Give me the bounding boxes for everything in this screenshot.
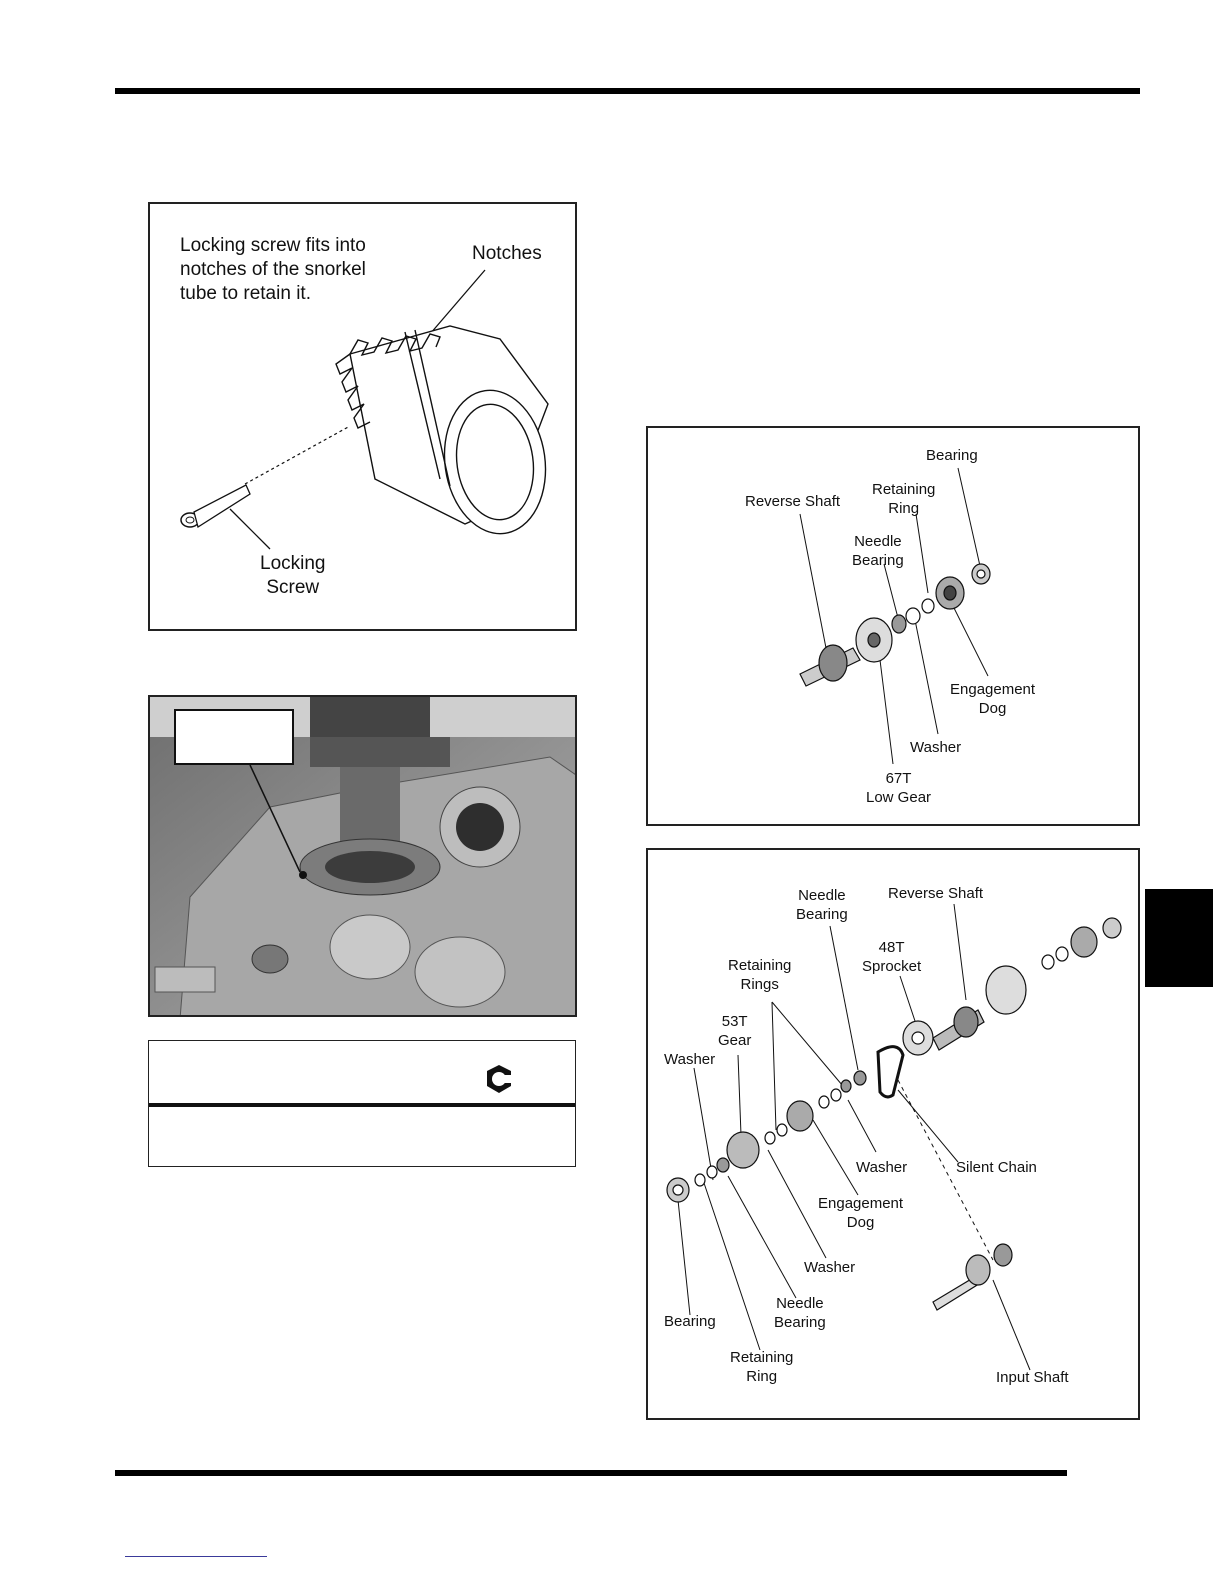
label-washer-left: Washer xyxy=(664,1051,716,1068)
label-needle-bearing-top: Needle Bearing xyxy=(796,887,848,923)
label-low-gear: 67T Low Gear xyxy=(866,770,932,806)
label-engagement-dog: Engagement Dog xyxy=(950,681,1036,717)
locking-screw-drawing xyxy=(181,485,250,527)
label-washer-mid: Washer xyxy=(856,1159,908,1176)
footer-link-underline[interactable] xyxy=(125,1556,267,1557)
chapter-tab xyxy=(1145,889,1213,987)
label-retaining-ring: Retaining Ring xyxy=(872,481,936,517)
figure-assembly xyxy=(646,848,1140,1420)
bottom-rule xyxy=(115,1470,1067,1476)
label-retaining-ring: Retaining Ring xyxy=(730,1349,794,1385)
snorkel-tube xyxy=(336,326,555,540)
figure-reverse-shaft xyxy=(646,426,1140,826)
photo-callout-box xyxy=(174,709,294,765)
label-retaining-rings: Retaining Rings xyxy=(728,957,792,993)
label-engagement-dog: Engagement Dog xyxy=(818,1195,904,1231)
torque-notice-box xyxy=(148,1040,576,1167)
snorkel-caption: Locking screw fits into notches of the snorkel tube to retain it. xyxy=(180,235,366,304)
label-reverse-shaft: Reverse Shaft xyxy=(888,885,984,902)
reverse-shaft-drawing xyxy=(648,428,1138,824)
wrench-icon xyxy=(149,1041,577,1107)
assembly-drawing xyxy=(648,850,1138,1418)
label-bearing: Bearing xyxy=(664,1313,716,1330)
label-needle-bearing-low: Needle Bearing xyxy=(774,1295,826,1331)
label-reverse-shaft: Reverse Shaft xyxy=(745,493,841,510)
label-input-shaft: Input Shaft xyxy=(996,1369,1069,1386)
label-silent-chain: Silent Chain xyxy=(956,1159,1037,1176)
notches-label: Notches xyxy=(472,243,542,264)
label-sprocket: 48T Sprocket xyxy=(862,939,922,975)
notice-header xyxy=(149,1041,575,1107)
top-rule xyxy=(115,88,1140,94)
figure-case-photo xyxy=(148,695,577,1017)
label-53t-gear: 53T Gear xyxy=(718,1013,752,1049)
figure-snorkel-tube xyxy=(148,202,577,631)
locking-screw-label: Locking Screw xyxy=(260,553,326,598)
snorkel-tube-drawing xyxy=(150,204,575,629)
label-needle-bearing: Needle Bearing xyxy=(852,533,904,569)
label-bearing: Bearing xyxy=(926,447,978,464)
label-washer-low: Washer xyxy=(804,1259,856,1276)
label-washer: Washer xyxy=(910,739,962,756)
